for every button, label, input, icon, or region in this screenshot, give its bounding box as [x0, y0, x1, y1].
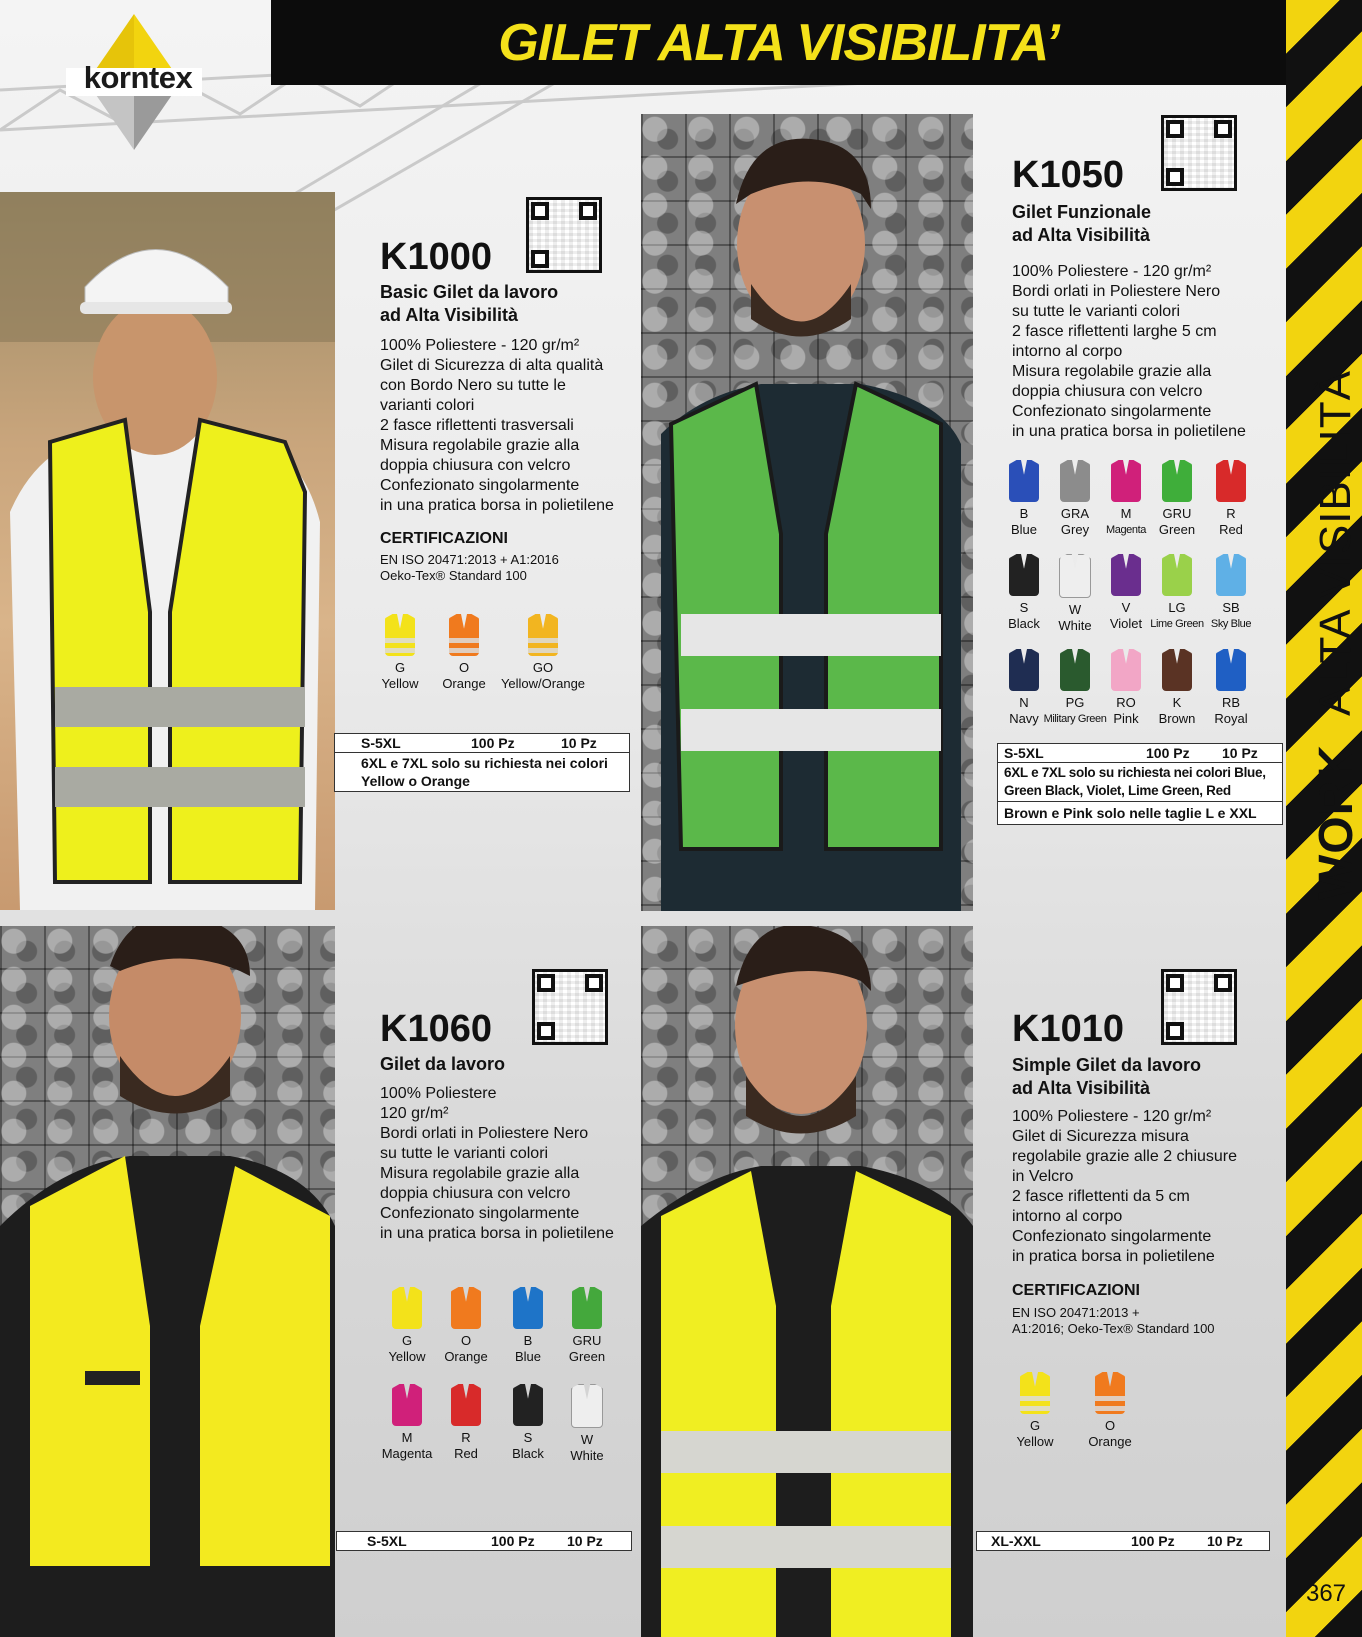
k1010-cert-title: CERTIFICAZIONI	[1012, 1282, 1140, 1299]
swatch-color-name: White	[570, 1448, 604, 1463]
k1010-desc-line: Confezionato singolarmente	[1012, 1228, 1212, 1245]
k1010-cert-line: A1:2016; Oeko-Tex® Standard 100	[1012, 1321, 1215, 1336]
swatch-code: B	[523, 1333, 533, 1348]
k1050-swatch-rb[interactable]	[1199, 649, 1263, 727]
swatch-code: M	[401, 1430, 413, 1445]
swatch-code: G	[401, 1333, 413, 1348]
swatch-color-name: Blue	[514, 1349, 542, 1364]
swatch-color-name: Pink	[1113, 711, 1139, 726]
k1050-name-line: Gilet Funzionale	[1012, 202, 1152, 222]
k1050-desc-line: intorno al corpo	[1012, 343, 1123, 360]
swatch-color-name: Red	[1219, 522, 1243, 537]
k1060-size-row	[337, 1532, 631, 1550]
page-header	[271, 0, 1286, 85]
k1060-swatch-m[interactable]	[375, 1384, 439, 1462]
k1010-code: K1010	[1012, 1008, 1124, 1050]
swatch-color-name: Orange	[442, 676, 486, 691]
k1000-desc-line: Misura regolabile grazie alla	[380, 437, 580, 454]
swatch-code: S	[523, 1430, 533, 1445]
k1060-desc-line: Misura regolabile grazie alla	[380, 1165, 580, 1182]
section-label	[1306, 370, 1362, 900]
vest-icon	[1162, 460, 1192, 502]
k1060-swatch-b[interactable]	[496, 1287, 560, 1365]
swatch-code: RO	[1116, 695, 1136, 710]
photo-k1050	[641, 114, 973, 911]
k1010-desc-line: 100% Poliestere - 120 gr/m²	[1012, 1108, 1212, 1125]
swatch-color-name: Yellow	[1016, 1434, 1054, 1449]
swatch-color-name: Grey	[1060, 522, 1090, 537]
k1000-desc-line: 100% Poliestere - 120 gr/m²	[380, 337, 580, 354]
k1000-name-line: Basic Gilet da lavoro	[380, 282, 559, 302]
vest-icon	[513, 1287, 543, 1329]
k1000-cert-line: Oeko-Tex® Standard 100	[380, 568, 527, 583]
swatch-code: O	[1104, 1418, 1116, 1433]
swatch-color-name: Orange	[444, 1349, 488, 1364]
swatch-color-name: Yellow	[388, 1349, 426, 1364]
k1050-code: K1050	[1012, 154, 1124, 196]
k1060-swatch-g[interactable]	[375, 1287, 439, 1365]
section-work: WORK	[1309, 744, 1362, 900]
swatch-color-name: Military Green	[1043, 713, 1107, 725]
vest-icon	[1059, 554, 1091, 598]
k1060-desc-line: doppia chiusura con velcro	[380, 1185, 571, 1202]
swatch-color-name: Magenta	[381, 1446, 433, 1461]
k1000-description	[380, 336, 614, 516]
swatch-color-name: Magenta	[1105, 524, 1146, 536]
k1010-desc-line: in Velcro	[1012, 1168, 1074, 1185]
k1000-cert-line: EN ISO 20471:2013 + A1:2016	[380, 552, 559, 567]
k1000-code: K1000	[380, 236, 492, 278]
page-number: 367	[1305, 1580, 1347, 1607]
k1000-desc-line: con Bordo Nero su tutte le	[380, 377, 566, 394]
k1060-name	[380, 1053, 505, 1076]
k1000-size-qty2: 10 Pz	[561, 735, 597, 751]
vest-icon	[1060, 460, 1090, 502]
k1050-size-note	[998, 763, 1282, 802]
vest-icon	[1162, 554, 1192, 596]
swatch-code: S	[1019, 600, 1029, 615]
k1000-desc-line: Gilet di Sicurezza di alta qualità	[380, 357, 604, 374]
vest-icon	[392, 1287, 422, 1329]
vest-icon	[451, 1287, 481, 1329]
k1000-desc-line: Confezionato singolarmente	[380, 477, 580, 494]
swatch-color-name: Blue	[1010, 522, 1038, 537]
swatch-color-name: Brown	[1158, 711, 1196, 726]
k1000-cert-title: CERTIFICAZIONI	[380, 530, 508, 547]
swatch-color-name: Royal	[1214, 711, 1248, 726]
k1010-size-range: XL-XXL	[991, 1533, 1041, 1549]
k1010-qr-code[interactable]	[1161, 969, 1237, 1045]
swatch-color-name: Black	[1008, 616, 1040, 631]
vest-icon	[1216, 460, 1246, 502]
k1060-swatch-o[interactable]	[434, 1287, 498, 1365]
k1010-desc-line: in pratica borsa in polietilene	[1012, 1248, 1215, 1265]
swatch-color-name: Lime Green	[1150, 618, 1204, 630]
vest-icon	[528, 614, 558, 656]
k1050-desc-line: Confezionato singolarmente	[1012, 403, 1212, 420]
k1000-size-note-line: Yellow o Orange	[361, 773, 470, 789]
vest-icon	[1060, 649, 1090, 691]
vest-icon	[449, 614, 479, 656]
k1060-size-range: S-5XL	[367, 1533, 407, 1549]
vest-icon	[1216, 554, 1246, 596]
swatch-code: R	[461, 1430, 471, 1445]
swatch-code: W	[580, 1432, 594, 1447]
k1060-desc-line: 120 gr/m²	[380, 1105, 449, 1122]
vest-icon	[1111, 649, 1141, 691]
swatch-code: G	[394, 660, 406, 675]
vest-icon	[392, 1384, 422, 1426]
swatch-code: M	[1120, 506, 1132, 521]
k1050-name-line: ad Alta Visibilità	[1012, 225, 1151, 245]
photo-k1060	[0, 926, 335, 1637]
k1000-desc-line: 2 fasce riflettenti trasversali	[380, 417, 574, 434]
k1000-name-line: ad Alta Visibilità	[380, 305, 519, 325]
swatch-code: O	[458, 660, 470, 675]
k1050-size-range: S-5XL	[1004, 745, 1044, 761]
k1050-desc-line: 2 fasce riflettenti larghe 5 cm	[1012, 323, 1217, 340]
swatch-color-name: Red	[454, 1446, 478, 1461]
k1060-code: K1060	[380, 1008, 492, 1050]
vest-icon	[1162, 649, 1192, 691]
k1050-desc-line: in una pratica borsa in polietilene	[1012, 423, 1246, 440]
k1000-swatch-g[interactable]	[368, 614, 432, 692]
k1000-size-note-line: 6XL e 7XL solo su richiesta nei colori	[361, 755, 608, 771]
k1060-swatch-w[interactable]	[555, 1384, 619, 1464]
k1060-size-qty1: 100 Pz	[491, 1533, 535, 1549]
k1010-swatch-o[interactable]	[1078, 1372, 1142, 1450]
vest-icon	[1095, 1372, 1125, 1414]
k1000-swatch-go[interactable]	[493, 614, 593, 692]
k1050-size-note-line: Green Black, Violet, Lime Green, Red	[1004, 783, 1231, 798]
swatch-code: O	[460, 1333, 472, 1348]
vest-icon	[1009, 460, 1039, 502]
k1010-desc-line: intorno al corpo	[1012, 1208, 1123, 1225]
k1010-desc-line: regolabile grazie alle 2 chiusure	[1012, 1148, 1238, 1165]
swatch-code: LG	[1168, 600, 1186, 615]
k1010-size-qty2: 10 Pz	[1207, 1533, 1243, 1549]
k1050-swatch-r[interactable]	[1199, 460, 1263, 538]
swatch-color-name: Green	[1158, 522, 1196, 537]
swatch-code: K	[1172, 695, 1182, 710]
vest-icon	[1020, 1372, 1050, 1414]
swatch-code: G	[1029, 1418, 1041, 1433]
k1050-name	[1012, 201, 1151, 247]
k1050-qr-code[interactable]	[1161, 115, 1237, 191]
k1060-desc-line: 100% Poliestere	[380, 1085, 497, 1102]
section-alta-visibilita: ALTA VISIBILITÀ	[1311, 370, 1360, 717]
k1060-size-qty2: 10 Pz	[567, 1533, 603, 1549]
swatch-color-name: Sky Blue	[1210, 618, 1252, 630]
swatch-code: PG	[1065, 695, 1085, 710]
vest-icon	[1111, 554, 1141, 596]
k1010-desc-line: 2 fasce riflettenti da 5 cm	[1012, 1188, 1190, 1205]
k1060-qr-code[interactable]	[532, 969, 608, 1045]
swatch-color-name: White	[1058, 618, 1092, 633]
vest-icon	[1009, 554, 1039, 596]
k1010-name-line: ad Alta Visibilità	[1012, 1078, 1151, 1098]
k1010-description	[1012, 1107, 1237, 1267]
k1060-swatch-r[interactable]	[434, 1384, 498, 1462]
swatch-color-name: Black	[512, 1446, 544, 1461]
k1010-size-row	[977, 1532, 1269, 1550]
k1000-size-note	[335, 753, 629, 791]
k1050-size-note2: Brown e Pink solo nelle taglie L e XXL	[1004, 805, 1257, 821]
k1060-desc-line: su tutte le varianti colori	[380, 1145, 549, 1162]
k1060-size-table	[336, 1531, 632, 1551]
k1000-size-row	[335, 734, 629, 753]
swatch-code: RB	[1221, 695, 1241, 710]
k1050-size-qty1: 100 Pz	[1146, 745, 1190, 761]
vest-icon	[451, 1384, 481, 1426]
k1060-desc-line: Confezionato singolarmente	[380, 1205, 580, 1222]
swatch-color-name: Violet	[1109, 616, 1143, 631]
k1050-swatch-sb[interactable]	[1199, 554, 1263, 632]
swatch-code: N	[1019, 695, 1029, 710]
k1050-desc-line: Bordi orlati in Poliestere Nero	[1012, 283, 1221, 300]
vest-icon	[1009, 649, 1039, 691]
vest-icon	[385, 614, 415, 656]
k1010-swatch-g[interactable]	[1003, 1372, 1067, 1450]
vest-icon	[1111, 460, 1141, 502]
photo-k1000	[0, 192, 335, 910]
swatch-code: SB	[1222, 600, 1240, 615]
k1010-certifications	[1012, 1305, 1215, 1337]
k1050-desc-line: su tutte le varianti colori	[1012, 303, 1181, 320]
k1000-qr-code[interactable]	[526, 197, 602, 273]
k1010-name	[1012, 1054, 1201, 1100]
k1010-desc-line: Gilet di Sicurezza misura	[1012, 1128, 1189, 1145]
k1060-swatch-gru[interactable]	[555, 1287, 619, 1365]
k1000-desc-line: in una pratica borsa in polietilene	[380, 497, 614, 514]
k1060-desc-line: Bordi orlati in Poliestere Nero	[380, 1125, 589, 1142]
swatch-code: B	[1019, 506, 1029, 521]
swatch-code: GRA	[1060, 506, 1090, 521]
vest-icon	[571, 1384, 603, 1428]
page-title: GILET ALTA VISIBILITA’	[498, 13, 1059, 72]
k1000-size-table	[334, 733, 630, 792]
k1010-size-table	[976, 1531, 1270, 1551]
swatch-code: GRU	[572, 1333, 602, 1348]
swatch-code: R	[1226, 506, 1236, 521]
k1060-swatch-s[interactable]	[496, 1384, 560, 1462]
swatch-code: GO	[532, 660, 554, 675]
k1000-size-range: S-5XL	[361, 735, 401, 751]
swatch-color-name: Orange	[1088, 1434, 1132, 1449]
k1050-size-qty2: 10 Pz	[1222, 745, 1258, 761]
swatch-color-name: Navy	[1009, 711, 1039, 726]
k1060-desc-line: in una pratica borsa in polietilene	[380, 1225, 614, 1242]
k1000-name	[380, 281, 558, 327]
vest-icon	[572, 1287, 602, 1329]
brand-name: korntex	[83, 60, 193, 95]
k1000-desc-line: doppia chiusura con velcro	[380, 457, 571, 474]
k1010-cert-line: EN ISO 20471:2013 +	[1012, 1305, 1140, 1320]
swatch-code: GRU	[1162, 506, 1192, 521]
swatch-code: V	[1121, 600, 1131, 615]
k1000-desc-line: varianti colori	[380, 397, 475, 414]
k1050-size-row	[998, 744, 1282, 763]
swatch-color-name: Yellow/Orange	[500, 676, 586, 691]
k1000-size-qty1: 100 Pz	[471, 735, 515, 751]
k1010-name-line: Simple Gilet da lavoro	[1012, 1055, 1202, 1075]
k1000-certifications	[380, 552, 559, 584]
swatch-color-name: Yellow	[381, 676, 419, 691]
swatch-code: W	[1068, 602, 1082, 617]
k1050-description	[1012, 262, 1246, 442]
k1000-swatch-o[interactable]	[432, 614, 496, 692]
k1050-size-table	[997, 743, 1283, 825]
photo-k1010	[641, 926, 973, 1637]
vest-icon	[513, 1384, 543, 1426]
k1050-desc-line: Misura regolabile grazie alla	[1012, 363, 1212, 380]
k1050-desc-line: 100% Poliestere - 120 gr/m²	[1012, 263, 1212, 280]
swatch-color-name: Green	[568, 1349, 606, 1364]
k1010-size-qty1: 100 Pz	[1131, 1533, 1175, 1549]
k1060-name-line: Gilet da lavoro	[380, 1054, 506, 1074]
k1050-desc-line: doppia chiusura con velcro	[1012, 383, 1203, 400]
k1050-size-note-line: 6XL e 7XL solo su richiesta nei colori Blue,	[1004, 765, 1266, 780]
k1060-description	[380, 1084, 614, 1244]
vest-icon	[1216, 649, 1246, 691]
